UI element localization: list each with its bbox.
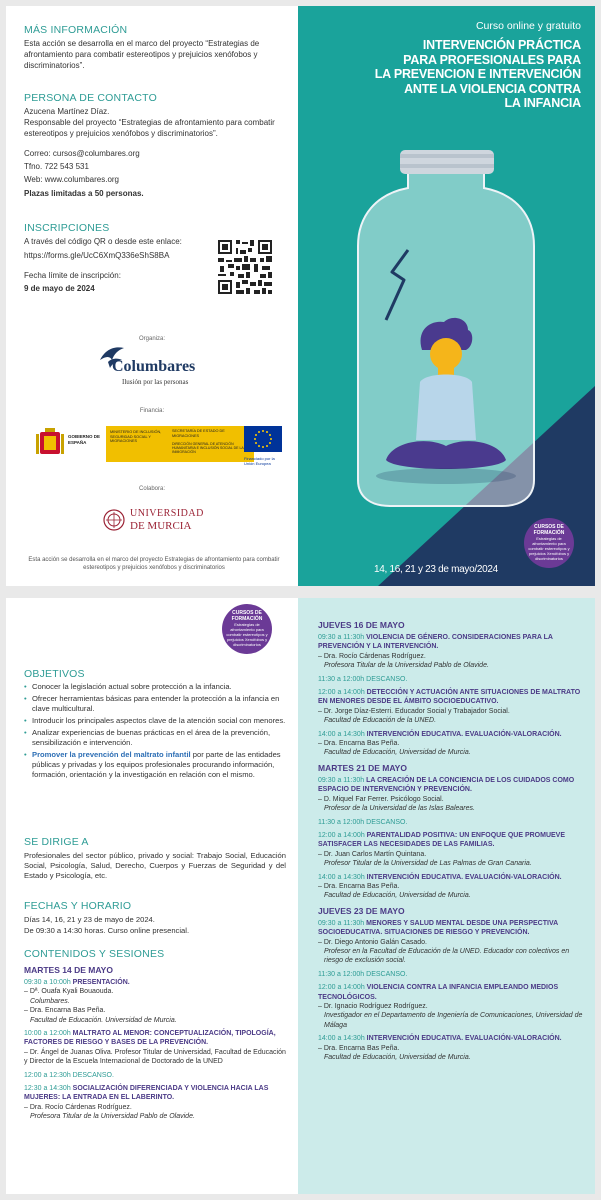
cover-title-line: LA PREVENCION E INTERVENCIÓN — [374, 67, 581, 81]
session-speaker: – Dr. Ángel de Juanas Oliva. Profesor Titular de Universidad, Facultad de Educación y Director de la Escuela Internacional de Doctorado de la UNED — [24, 1048, 286, 1066]
session-time: 12:00 a 14:00h — [318, 689, 367, 697]
session — [24, 1029, 290, 1067]
session-title: PARENTALIDAD POSITIVA: UN ENFOQUE QUE PROMUEVE SATISFACER LAS NECESIDADES DE LAS FAMILIAS. — [318, 831, 566, 849]
session-affiliation: Profesor Titular de la Universidad de Las Palmas de Gran Canaria. — [324, 860, 532, 868]
ministerio-text: MINISTERIO DE INCLUSIÓN, SEGURIDAD SOCIAL Y MIGRACIONES — [110, 430, 162, 444]
cover-title-line: ANTE LA VIOLENCIA CONTRA — [404, 81, 581, 96]
cover-title — [311, 38, 581, 111]
session-title: DETECCIÓN Y ACTUACIÓN ANTE SITUACIONES DE MALTRATO EN MENORES DESDE EL ÁMBITO SOCIOEDUCATIVO. — [318, 689, 581, 706]
organiza-label: Organiza: — [138, 336, 165, 342]
session — [318, 818, 584, 827]
session-time: 11:30 a 12:00h — [318, 675, 367, 683]
session-title: LA CREACIÓN DE LA CONCIENCIA DE LOS CUIDADOS COMO ESPACIO DE INTERVENCIÓN Y PREVENCIÓN. — [318, 776, 575, 794]
session-affiliation: Investigador en el Departamento de Ingeniería de Comunicaciones, Universidad de Málaga — [324, 1012, 583, 1029]
session-speaker: – Dª. Ouafa Kyali Bouaouda. — [24, 988, 114, 996]
session-speaker: – D. Miquel Far Ferrer. Psicólogo Social. — [318, 795, 444, 803]
session-affiliation: Facultad de Educación de la UNED. — [324, 717, 437, 725]
contact-role: Responsable del proyecto “Estrategias de afrontamiento para combatir estereotipos y prejuicios xenófobos y discriminatorios”. — [24, 118, 275, 138]
session-affiliation: Profesora Titular de la Universidad Pablo de Olavide. — [324, 662, 489, 670]
program-left-panel — [6, 598, 298, 1194]
eu-flag-icon — [244, 426, 282, 452]
contact-section — [24, 92, 286, 199]
cover-panel — [298, 6, 595, 586]
session — [318, 675, 584, 684]
mas-info-section — [24, 24, 284, 71]
objetivos-title: OBJETIVOS — [24, 668, 85, 680]
mas-info-title: MÁS INFORMACIÓN — [24, 24, 128, 36]
fechas-section — [24, 900, 286, 936]
program-badge — [222, 604, 272, 654]
financia-label: Financia: — [139, 408, 165, 414]
session-time: 10:00 a 12:00h — [24, 1030, 73, 1038]
umu-name-2: DE MURCIA — [130, 520, 192, 532]
contact-phone[interactable]: Tfno. 722 543 531 — [24, 162, 89, 171]
jar-illustration — [346, 150, 546, 510]
session-time: 14:00 a 14:30h — [318, 873, 367, 881]
day-heading: JUEVES 16 DE MAYO — [318, 620, 405, 630]
day-heading: MARTES 14 DE MAYO — [24, 965, 113, 975]
session-speaker: – Dr. Ignacio Rodríguez Rodríguez. — [318, 1003, 428, 1010]
qr-code-icon[interactable] — [216, 238, 274, 296]
contenidos-section — [24, 948, 290, 1126]
session-time: 14:00 a 14:30h — [318, 1035, 367, 1043]
session — [318, 1034, 584, 1062]
session-speaker: – Dra. Encarna Bas Peña. — [318, 1044, 400, 1052]
umu-logo — [102, 504, 222, 540]
session-title: INTERVENCIÓN EDUCATIVA. EVALUACIÓN-VALORACIÓN. — [366, 873, 562, 881]
session-title: MALTRATO AL MENOR: CONCEPTUALIZACIÓN, TIPOLOGÍA, FACTORES DE RIESGO Y BASES DE LA PREVENCIÓN. — [24, 1030, 276, 1047]
dirige-section — [24, 836, 286, 881]
session — [318, 831, 584, 869]
cover-subtitle: Curso online y gratuito — [475, 20, 581, 32]
session-time: 12:00 a 12:30h — [24, 1071, 73, 1079]
objetivo-highlight: Promover la prevención del maltrato infantil — [32, 750, 191, 759]
program-days — [318, 620, 584, 1066]
session-title: VIOLENCIA DE GÉNERO. CONSIDERACIONES PARA LA PREVENCIÓN Y LA INTERVENCIÓN. — [318, 634, 553, 651]
session-title: INTERVENCIÓN EDUCATIVA. EVALUACIÓN-VALORACIÓN. — [366, 1035, 562, 1043]
session-time: 09:30 a 10:00h — [24, 979, 73, 986]
contact-title: PERSONA DE CONTACTO — [24, 92, 157, 104]
session-speaker: – Dra. Rocío Cárdenas Rodríguez. — [318, 652, 426, 660]
session-time: 11:30 a 12:00h — [318, 818, 367, 826]
contact-email[interactable]: Correo: cursos@columbares.org — [24, 149, 140, 158]
session-time: 11:30 a 12:00h — [318, 970, 367, 978]
session-time: 09:30 a 11:30h — [318, 919, 367, 927]
eu-text: Financiado por la Unión Europea — [244, 456, 275, 466]
dirige-title: SE DIRIGE A — [24, 836, 89, 848]
columbares-tagline: Ilusión por las personas — [122, 378, 189, 386]
objetivo-item: • Analizar experiencias de buenas prácticas en el área de la prevención, sensibilización e intervención. — [24, 728, 286, 748]
session-title: VIOLENCIA CONTRA LA INFANCIA EMPLEANDO MEDIOS TECNOLÓGICOS. — [318, 984, 559, 1001]
columbares-logo — [98, 344, 218, 394]
session — [24, 978, 290, 1025]
inscripciones-title: INSCRIPCIONES — [24, 222, 110, 234]
session-speaker: – Dra. Encarna Bas Peña. — [318, 740, 400, 748]
session-affiliation: Facultad de Educación, Universidad de Murcia. — [324, 749, 471, 757]
columbares-name: Columbares — [112, 358, 196, 375]
session — [24, 1084, 290, 1122]
fecha-limite-value: 9 de mayo de 2024 — [24, 284, 95, 293]
session — [318, 970, 584, 979]
session-speaker: – Dr. Diego Antonio Galán Casado. — [318, 938, 427, 946]
contenidos-title: CONTENIDOS Y SESIONES — [24, 948, 165, 960]
session-time: 12:00 a 14:00h — [318, 831, 367, 839]
umu-crest-icon — [102, 506, 126, 534]
contact-name: Azucena Martínez Díaz. — [24, 107, 110, 116]
inscripciones-section — [24, 222, 214, 294]
direccion-text: DIRECCIÓN GENERAL DE ATENCIÓN HUMANITARIA E INCLUSIÓN SOCIAL DE LA INMIGRACIÓN — [172, 442, 244, 455]
session-title: SOCIALIZACIÓN DIFERENCIADA Y VIOLENCIA HACIA LAS MUJERES: LA ENTRADA EN EL LABERINTO. — [24, 1085, 269, 1102]
inscripciones-link[interactable]: https://forms.gle/UcC6XmQ336eShS8BA — [24, 251, 170, 260]
inscripciones-text: A través del código QR o desde este enlace: — [24, 237, 182, 246]
plazas-text: Plazas limitadas a 50 personas. — [24, 189, 144, 198]
session — [318, 688, 584, 726]
session-time: 12:30 a 14:30h — [24, 1085, 73, 1093]
session — [318, 873, 584, 901]
objetivos-section — [24, 668, 286, 782]
colabora-label: Colabora: — [138, 486, 165, 492]
session-affiliation: Profesor en la Facultad de Educación de la UNED. Educador con colectivos en riesgo de exclusión social. — [324, 947, 570, 965]
session-speaker: – Dra. Rocío Cárdenas Rodríguez. — [24, 1103, 132, 1111]
objetivo-item — [24, 750, 286, 780]
session-break: DESCANSO. — [72, 1071, 114, 1079]
session — [318, 919, 584, 966]
cover-badge-text: Estrategias de afrontamiento para combatir estereotipos y prejuicios Xenófobos y discriminatorios — [528, 536, 570, 561]
session-affiliation: Facultad de Educación. Universidad de Murcia. — [30, 1016, 177, 1024]
session — [318, 633, 584, 671]
objetivo-rest: por parte de las entidades públicas y privadas y los equipos profesionales procurando información, formación, orientación y la investigación en relación con el mismo. — [32, 750, 281, 779]
session-time: 09:30 a 11:30h — [318, 634, 367, 641]
secretaria-text: SECRETARÍA DE ESTADO DE MIGRACIONES — [172, 429, 225, 438]
session-speaker: – Dra. Encarna Bas Peña. — [318, 882, 400, 890]
contact-web[interactable]: Web: www.columbares.org — [24, 175, 119, 184]
session — [24, 1071, 290, 1080]
objetivos-list — [24, 682, 286, 780]
eu-logo — [244, 426, 286, 468]
session-time: 12:00 a 14:00h — [318, 984, 367, 992]
gobierno-text: GOBIERNO DE ESPAÑA — [68, 434, 101, 445]
fecha-limite-label: Fecha límite de inscripción: — [24, 271, 121, 280]
session-time: 09:30 a 11:30h — [318, 776, 367, 784]
program-badge-title: CURSOS DE FORMACIÓN — [231, 610, 263, 622]
session-speaker: – Dra. Encarna Bas Peña. — [24, 1007, 106, 1015]
cover-title-line: LA INFANCIA — [504, 96, 581, 110]
cover-badge-title: CURSOS DE FORMACIÓN — [533, 524, 565, 536]
ministerio-box — [106, 426, 254, 462]
session-speaker: – Dr. Jorge Díaz-Esterri. Educador Social y Trabajador Social. — [318, 707, 510, 715]
session-title: PRESENTACIÓN. — [72, 979, 130, 986]
cover-title-line: INTERVENCIÓN PRÁCTICA — [422, 38, 581, 52]
session-affiliation: Facultad de Educación, Universidad de Murcia. — [324, 892, 471, 900]
cover-badge — [524, 518, 574, 568]
session-affiliation: Profesora Titular de la Universidad Pablo de Olavide. — [30, 1113, 195, 1121]
session-time: 14:00 a 14:30h — [318, 730, 367, 738]
session-title: MENORES Y SALUD MENTAL DESDE UNA PERSPECTIVA SOCIOEDUCATIVA. SITUACIONES DE RIESGO Y PREVENCIÓN. — [318, 919, 558, 937]
program-right-panel — [298, 598, 595, 1194]
footer-text: Esta acción se desarrolla en el marco del proyecto Estrategias de afrontamiento para combatir estereotipos y prejuicios xenófobos y discriminatorios — [28, 557, 280, 571]
session-title: INTERVENCIÓN EDUCATIVA. EVALUACIÓN-VALORACIÓN. — [366, 730, 562, 738]
session-affiliation: Facultad de Educación, Universidad de Murcia. — [324, 1054, 471, 1062]
info-panel — [6, 6, 298, 586]
cover-title-line: PARA PROFESIONALES PARA — [403, 52, 581, 67]
gobierno-logo — [36, 426, 248, 462]
session — [318, 776, 584, 814]
session-break: DESCANSO. — [366, 970, 408, 978]
program-badge-text: Estrategias de afrontamiento para combatir estereotipos y prejuicios Xenófobos y discriminatorios — [226, 622, 268, 647]
objetivo-item: • Introducir los principales aspectos clave de la atención social con menores. — [24, 716, 286, 726]
coat-of-arms-icon — [36, 428, 64, 458]
day-heading: JUEVES 23 DE MAYO — [318, 905, 405, 916]
session — [318, 730, 584, 758]
umu-name-1: UNIVERSIDAD — [130, 508, 204, 519]
dirige-text: Profesionales del sector público, privado y social: Trabajo Social, Educación Social, Psicología, Salud, Derecho, Cuerpos y Fuerzas de Seguridad y del Estado y Psicología, etc. — [24, 851, 286, 880]
objetivo-item: • Conocer la legislación actual sobre protección a la infancia. — [24, 682, 286, 692]
session-break: DESCANSO. — [366, 675, 408, 683]
objetivo-item: • Ofrecer herramientas básicas para entender la protección a la infancia en clave multicultural. — [24, 694, 286, 714]
day-heading: MARTES 21 DE MAYO — [318, 762, 407, 773]
mas-info-text: Esta acción se desarrolla en el marco del proyecto “Estrategias de afrontamiento para combatir estereotipos y prejuicios xenófobos y discriminatorios”. — [24, 39, 260, 70]
fechas-title: FECHAS Y HORARIO — [24, 900, 132, 912]
fechas-line-1: Días 14, 16, 21 y 23 de mayo de 2024. — [24, 915, 155, 924]
session — [318, 983, 584, 1030]
session-affiliation: Columbares. — [30, 997, 70, 1005]
session-break: DESCANSO. — [366, 818, 408, 826]
fechas-line-2: De 09:30 a 14:30 horas. Curso online presencial. — [24, 926, 190, 935]
session-speaker: – Dr. Juan Carlos Martín Quintana. — [318, 850, 427, 858]
cover-dates: 14, 16, 21 y 23 de mayo/2024 — [374, 564, 498, 575]
session-affiliation: Profesor de la Universidad de las Islas Baleares. — [324, 805, 475, 813]
